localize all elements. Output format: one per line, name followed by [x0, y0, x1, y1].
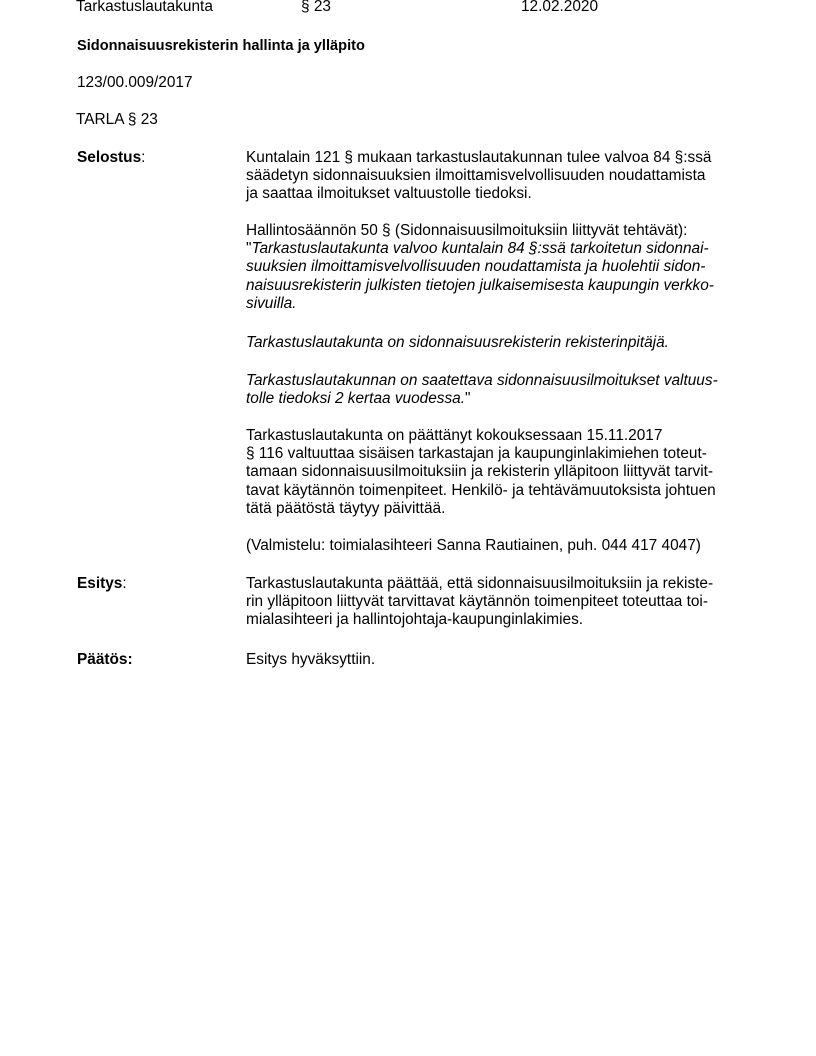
- text-line: Esitys hyväksyttiin.: [246, 651, 376, 668]
- text-line: Tarkastuslautakunnan on saatettava sidonnaisuusilmoitukset valtuus-: [246, 372, 718, 389]
- paatos-text: [246, 651, 746, 669]
- paatos-label: Päätös:: [77, 651, 133, 668]
- page-header: [0, 0, 816, 20]
- text-line: Tarkastuslautakunta on päättänyt kokouksessaan 15.11.2017: [246, 427, 663, 444]
- selostus-paragraph-1: [246, 149, 746, 204]
- text-line: tolle tiedoksi 2 kertaa vuodessa.": [246, 390, 471, 408]
- diary-number: 123/00.009/2017: [77, 74, 193, 91]
- text-line: (Valmistelu: toimialasihteeri Sanna Rautiainen, puh. 044 417 4047): [246, 537, 701, 554]
- header-date: 12.02.2020: [521, 0, 599, 15]
- text-line: mialasihteeri ja hallintojohtaja-kaupunginlakimies.: [246, 611, 584, 629]
- text-line: tavat käytännön toimenpiteet. Henkilö- ja tehtävämuutoksista johtuen: [246, 481, 716, 499]
- document-title: Sidonnaisuusrekisterin hallinta ja ylläpito: [77, 38, 365, 54]
- text-line: Kuntalain 121 § mukaan tarkastuslautakunnan tulee valvoa 84 §:ssä: [246, 149, 712, 166]
- text-line: rin ylläpitoon liittyvät tarvittavat käytännön toimenpiteet toteuttaa toi-: [246, 593, 708, 611]
- header-section-number: § 23: [301, 0, 331, 15]
- selostus-label: Selostus:: [77, 149, 146, 166]
- selostus-paragraph-2: [246, 222, 746, 313]
- text-line: naisuusrekisterin julkisten tietojen julkaisemisesta kaupungin verkko-: [246, 276, 714, 294]
- text-line: suuksien ilmoittamisvelvollisuuden noudattamista ja huolehtii sidon-: [246, 258, 706, 276]
- text-line: tamaan sidonnaisuusilmoituksiin ja rekisterin ylläpitoon liittyvät tarvit-: [246, 463, 714, 481]
- text-line: tätä päätöstä täytyy päivittää.: [246, 499, 446, 517]
- text-line: § 116 valtuuttaa sisäisen tarkastajan ja kaupunginlakimiehen toteut-: [246, 445, 707, 463]
- text-line: Hallintosäännön 50 § (Sidonnaisuusilmoituksiin liittyvät tehtävät):: [246, 222, 688, 239]
- esitys-text: [246, 575, 746, 630]
- selostus-paragraph-4: [246, 372, 746, 408]
- esitys-label: Esitys:: [77, 575, 127, 592]
- text-line: Tarkastuslautakunta päättää, että sidonnaisuusilmoituksiin ja rekiste-: [246, 575, 714, 592]
- selostus-paragraph-3: [246, 334, 746, 352]
- text-line: säädetyn sidonnaisuuksien ilmoittamisvelvollisuuden noudattamista: [246, 167, 706, 185]
- text-line: sivuilla.: [246, 294, 297, 312]
- header-committee: Tarkastuslautakunta: [76, 0, 213, 15]
- selostus-paragraph-6: [246, 537, 746, 555]
- text-line: ja saattaa ilmoitukset valtuustolle tiedoksi.: [246, 185, 532, 203]
- selostus-paragraph-5: [246, 427, 746, 518]
- section-reference: TARLA § 23: [76, 111, 158, 128]
- text-line: "Tarkastuslautakunta valvoo kuntalain 84 §:ssä tarkoitetun sidonnai-: [246, 240, 709, 258]
- text-line: Tarkastuslautakunta on sidonnaisuusrekisterin rekisterinpitäjä.: [246, 334, 669, 351]
